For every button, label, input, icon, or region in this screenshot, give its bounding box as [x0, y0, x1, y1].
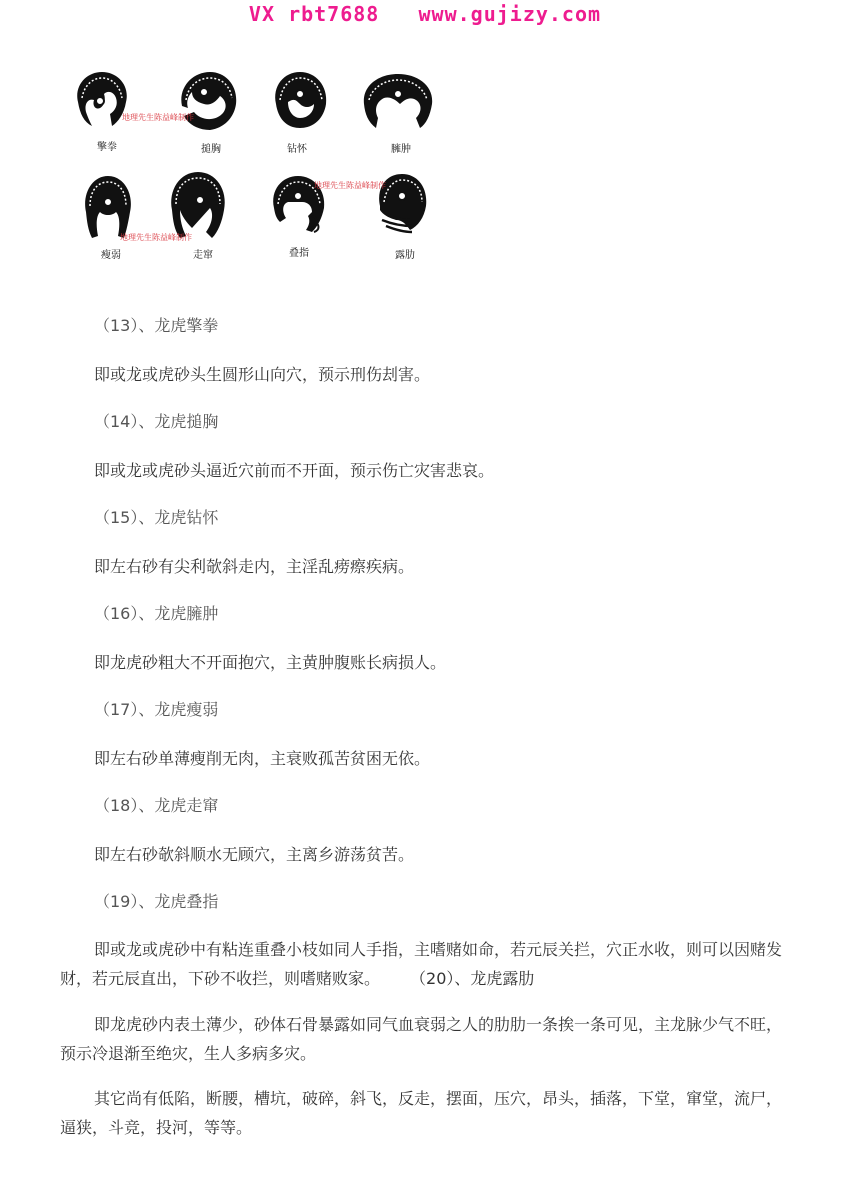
heading-16: （16）、龙虎臃肿: [94, 604, 219, 623]
symbol-3-icon: [270, 68, 332, 132]
caption-3: 钻怀: [287, 144, 307, 155]
paragraph-19-text: 即或龙或虎砂中有粘连重叠小枝如同人手指，主嗜赌如命，若元辰关拦，穴正水收，则可以因赌发财，若元辰直出，下砂不收拦，则嗜赌败家。: [60, 940, 783, 988]
figure-watermark-2: 地理先生陈益峰制作: [314, 181, 386, 190]
paragraph-17: 即左右砂单薄瘦削无肉，主衰败孤苦贫困无依。: [94, 749, 431, 768]
caption-7: 叠指: [289, 248, 309, 259]
heading-19: （19）、龙虎叠指: [94, 892, 219, 911]
paragraph-18: 即左右砂欹斜顺水无顾穴，主离乡游荡贫苦。: [94, 845, 415, 864]
heading-17: （17）、龙虎瘦弱: [94, 700, 219, 719]
header-vx-id: rbt7688: [288, 2, 380, 26]
caption-2: 搥胸: [201, 144, 221, 155]
sand-formation-figure: [70, 62, 450, 262]
caption-1: 擎拳: [97, 142, 117, 153]
heading-13: （13）、龙虎擎拳: [94, 316, 219, 335]
paragraph-13: 即或龙或虎砂头生圆形山向穴，预示刑伤刦害。: [94, 365, 431, 384]
symbol-6-icon: [166, 168, 230, 242]
caption-5: 瘦弱: [101, 250, 121, 261]
paragraph-19: [60, 935, 794, 993]
header-vx-label: VX: [248, 2, 276, 26]
heading-15: （15）、龙虎钻怀: [94, 508, 219, 527]
paragraph-14: 即或龙或虎砂头逼近穴前而不开面，预示伤亡灾害悲哀。: [94, 461, 495, 480]
heading-14: （14）、龙虎搥胸: [94, 412, 219, 431]
header-watermark: [0, 2, 850, 26]
paragraph-15: 即左右砂有尖利欹斜走内，主淫乱痨瘵疾病。: [94, 557, 415, 576]
paragraph-other: 其它尚有低陷，断腰，槽坑，破碎，斜飞，反走，摆面，压穴，昂头，插落，下堂，窜堂，流尸，逼狭，斗竞，投河，等等。: [60, 1089, 783, 1137]
paragraph-16: 即龙虎砂粗大不开面抱穴，主黄肿腹账长病损人。: [94, 653, 447, 672]
paragraph-20: 即龙虎砂内表土薄少，砂体石骨暴露如同气血衰弱之人的肋肋一条挨一条可见，主龙脉少气不旺，预示冷退渐至绝灾，生人多病多灾。: [60, 1015, 783, 1063]
figure-watermark-3: 地理先生陈益峰制作: [120, 233, 192, 242]
caption-4: 臃肿: [391, 144, 411, 155]
heading-20: （20）、龙虎露肋: [410, 969, 535, 988]
heading-18: （18）、龙虎走窜: [94, 796, 219, 815]
caption-8: 露肋: [395, 250, 415, 261]
symbol-4-icon: [360, 70, 436, 132]
figure-watermark-1: 地理先生陈益峰制作: [122, 113, 194, 122]
caption-6: 走窜: [193, 250, 213, 261]
header-website: www.gujizy.com: [418, 2, 602, 26]
